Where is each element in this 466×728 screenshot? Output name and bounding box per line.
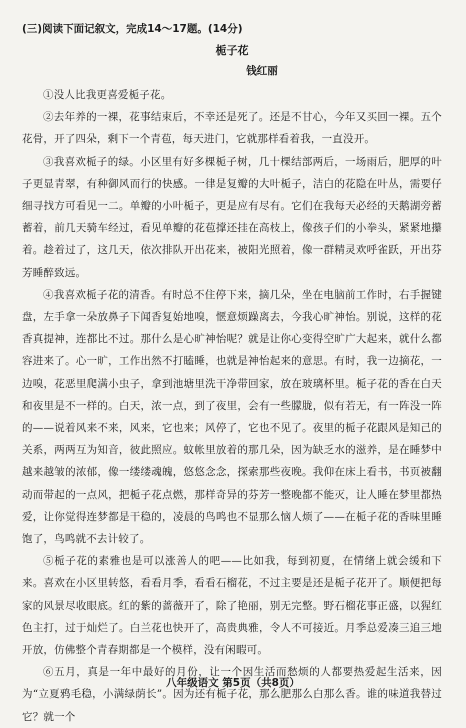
paragraph-3: ③我喜欢栀子的绿。小区里有好多棵栀子树，几十棵结部两后，一场雨后，肥厚的叶子更显青翠，有种御风而行的快感。一律是复瓣的大叶栀子，洁白的花隐在叶丛，需要仔细寻找方可看见一二。单瓣的小叶栀子，更是应有尽有。它们在我每天必经的天鹅湖旁蓄蓄着，前几天骑车经过，看见单瓣的花苞撑还挂在高枝上，像孩子们的小拳头，紧紧地攥着。趁着过了，这几天，依次排队开出花来，被阳光照着，像一群精灵欢呼雀跃，开出芬芳睡醉致远。 bbox=[22, 155, 442, 279]
article-author: 钱红丽 bbox=[246, 65, 278, 77]
paragraph-4: ④我喜欢栀子花的清香。有时总不住停下来，摘几朵，坐在电脑前工作时，右手握键盘，左手拿一朵放鼻子下闻香复始地嗅，惬意烦躁离去，今我心旷神怡。别说，这样的花香真提神，连都比不过。那什么是心旷神怡呢？就是让你心变得空旷广大起来，就什么都容进来了。心一旷，工作出然不打瞌睡，也就是神怡起来的意思。有时，我一边摘花，一边嗅，花恶里爬满小虫子，拿到池塘里洗干净带回家，放在玻璃杯里。栀子花的香在白天和夜里是不一样的。白天，浓一点，到了夜里，会有一些朦胧，似有若无，有一阵没一阵的——说着风来不来，风来，它也来；风停了，它也不见了。夜里的栀子花跟风是知己的关系，两两互为知音，彼此照应。蚊帐里放着的那几朵，因为缺乏水的滋养，是在睡梦中越来越皱的浓郁，像一缕缕魂魄，悠悠念念，探索那些夜晚。我仰在床上看书，书页被翻动而带起的一点风，把栀子花点燃，那样奇异的芬芳一整晚都不能灭，让人睡在梦里都热爱，让你觉得连梦都是干稳的，凌晨的鸟鸣也不显那么恼人烦了——在栀子花的香味里睡饱了，鸟鸣就不去计较了。 bbox=[22, 288, 442, 546]
page-footer: 八年级语文 第5页（共8页） bbox=[166, 677, 300, 689]
article-title: 栀子花 bbox=[215, 44, 249, 57]
section-header: (三)阅读下面记叙文，完成14～17题。(14分) bbox=[22, 23, 243, 35]
paragraph-2: ②去年养的一裸，花事结束后，不幸还是死了。还是不甘心，今年又买回一裸。五个花骨，开了四朵，剩下一个青苞，每天进门，它就那样看着我，一直没开。 bbox=[22, 111, 442, 146]
paragraph-5: ⑤栀子花的素雅也是可以涨善人的吧——比如我，每到初夏，在情绪上就会缓和下来。喜欢在小区里转悠，看看月季，看看石榴花，不过主要是还是栀子花开了。顺便把每家的风景尽收眼底。红的紫的蔷薇开了，除了艳丽，别无完整。野石榴花事正盛，以猩红色主打，过于灿烂了。白兰花也快开了，高贵典雅，令人不可接近。月季总爱凑三追三地开放，仿佛整个青春期都是一个模样，没有闲暇可。 bbox=[22, 555, 442, 657]
paragraph-6: ⑥五月，真是一年中最好的月份，让一个因生活而愁烦的人都要热爱起生活来，因为“立夏鸦毛稳，小满绿荫长”。因为还有栀子花，那么肥那么白那么香。谁的味道我替过它？就一个 bbox=[22, 666, 442, 723]
paragraph-1: ①没人比我更喜爱栀子花。 bbox=[43, 89, 172, 101]
